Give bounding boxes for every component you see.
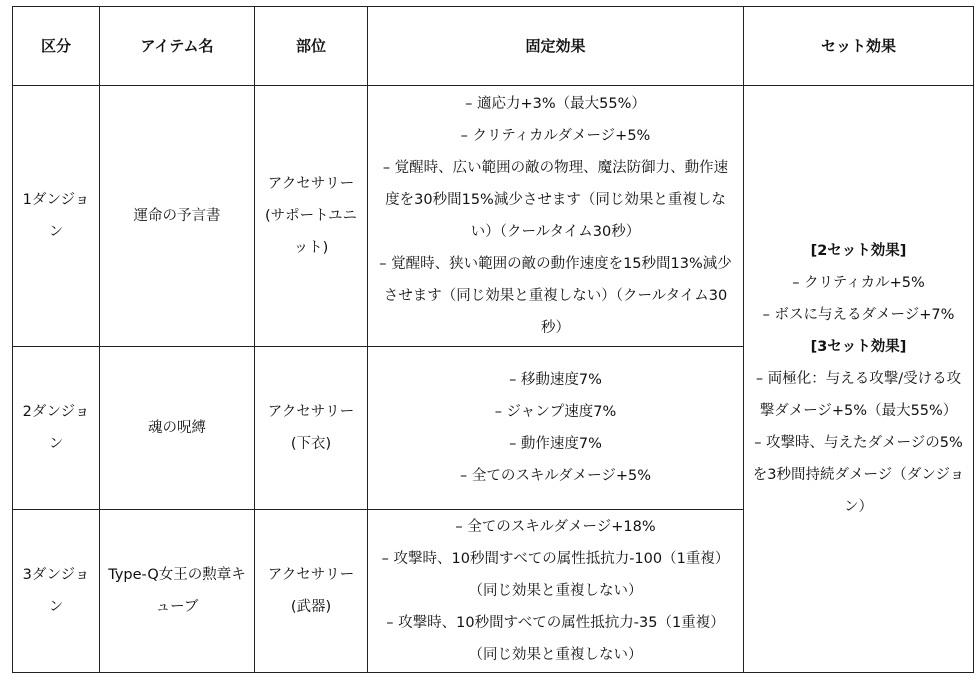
- effect-line: – 移動速度7%: [509, 372, 602, 388]
- category-cell: 2ダンジョン: [13, 347, 100, 510]
- item-name-cell: 魂の呪縛: [100, 347, 255, 510]
- effect-line: – 攻撃時、10秒間すべての属性抵抗力-100（1重複）（同じ効果と重複しない）: [381, 551, 730, 599]
- set-2-heading: [2セット効果]: [810, 243, 907, 259]
- effect-line: – 全てのスキルダメージ+5%: [460, 468, 651, 484]
- set-effect-line: – 両極化：与える攻撃/受ける攻撃ダメージ+5%（最大55%）: [755, 371, 962, 419]
- fixed-effect-cell: [368, 510, 744, 673]
- set-effect-line: – 攻撃時、与えたダメージの5%を3秒間持続ダメージ（ダンジョン）: [752, 435, 965, 515]
- effect-line: – 動作速度7%: [509, 436, 602, 452]
- header-set-effect: セット効果: [744, 7, 974, 86]
- effect-line: – クリティカルダメージ+5%: [460, 128, 651, 144]
- set-item-table: [12, 6, 974, 673]
- part-line: アクセサリー: [267, 404, 355, 420]
- effect-line: – 全てのスキルダメージ+18%: [455, 519, 656, 535]
- effect-line: – ジャンプ速度7%: [494, 404, 617, 420]
- part-line: (サポートユニット): [264, 208, 358, 256]
- header-category: 区分: [13, 7, 100, 86]
- effect-line: – 覚醒時、広い範囲の敵の物理、魔法防御力、動作速度を30秒間15%減少させます（同じ効果と重複しない）（クールタイム30秒）: [382, 160, 729, 240]
- part-line: アクセサリー: [267, 176, 355, 192]
- set-3-heading: [3セット効果]: [810, 339, 907, 355]
- part-line: (武器): [290, 599, 332, 615]
- set-effect-line: – ボスに与えるダメージ+7%: [762, 307, 955, 323]
- part-line: アクセサリー: [267, 567, 355, 583]
- effect-line: – 適応力+3%（最大55%）: [465, 96, 646, 112]
- header-fixed-effect: 固定効果: [368, 7, 744, 86]
- fixed-effect-cell: [368, 86, 744, 347]
- part-cell: [255, 347, 368, 510]
- part-cell: [255, 510, 368, 673]
- table-row: [13, 86, 974, 347]
- set-effect-line: – クリティカル+5%: [792, 275, 925, 291]
- header-item-name: アイテム名: [100, 7, 255, 86]
- effect-line: – 覚醒時、狭い範囲の敵の動作速度を15秒間13%減少させます（同じ効果と重複しない）（クールタイム30秒）: [379, 256, 732, 336]
- part-cell: [255, 86, 368, 347]
- category-cell: 3ダンジョン: [13, 510, 100, 673]
- item-name-cell: Type-Q女王の勲章キューブ: [100, 510, 255, 673]
- header-part: 部位: [255, 7, 368, 86]
- part-line: (下衣): [290, 436, 332, 452]
- fixed-effect-cell: [368, 347, 744, 510]
- category-cell: 1ダンジョン: [13, 86, 100, 347]
- header-row: [13, 7, 974, 86]
- item-name-cell: 運命の予言書: [100, 86, 255, 347]
- effect-line: – 攻撃時、10秒間すべての属性抵抗力-35（1重複）（同じ効果と重複しない）: [386, 615, 725, 663]
- set-effect-cell: [744, 86, 974, 673]
